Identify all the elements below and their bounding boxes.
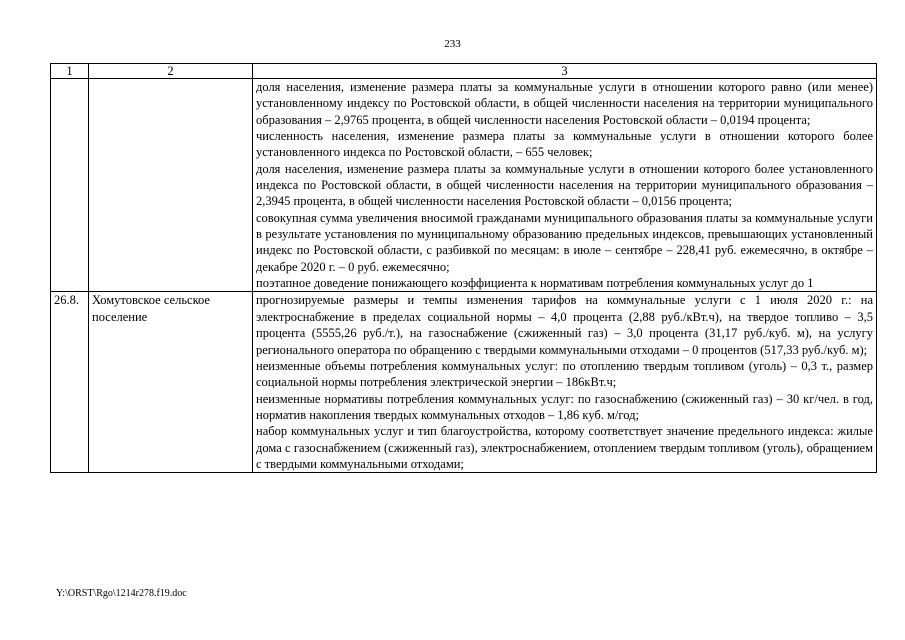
paragraph: совокупная сумма увеличения вносимой гражданами муниципального образования платы за коммунальные услуги в результате установления по муниципальному образованию предельных индексов, превышающих установленный индекс по Ростовской области, с разбивкой по месяцам: в июле – сентябре – 228,41 руб. ежемесячно, в октябре – декабре 2020 г. – 0 руб. ежемесячно; bbox=[256, 210, 873, 274]
footer-file-path: Y:\ORST\Rgo\1214r278.f19.doc bbox=[56, 588, 187, 599]
column-header-1: 1 bbox=[51, 64, 89, 79]
row-number-cell: 26.8. bbox=[51, 292, 89, 473]
paragraph: прогнозируемые размеры и темпы изменения тарифов на коммунальные услуги с 1 июля 2020 г.: на электроснабжение в пределах социальной нормы – 4,0 процента (2,88 руб./кВт.ч), на твердое топливо – 3,5 процента (5555,26 руб./т.), на газоснабжение (сжиженный газ) – 3,0 процента (31,17 руб./куб. м), на услугу регионального оператора по обращению с твердыми коммунальными отходами – 0 процентов (517,33 руб./куб. м); bbox=[256, 293, 873, 357]
paragraph: численность населения, изменение размера платы за коммунальные услуги в отношении которого более установленного индекса по Ростовской области, – 655 человек; bbox=[256, 129, 873, 160]
paragraph: доля населения, изменение размера платы за коммунальные услуги в отношении которого более установленного индекса по Ростовской области, в общей численности населения на территории муниципального образования – 2,3945 процента, в общей численности населения Ростовской области – 0,0156 процента; bbox=[256, 161, 873, 209]
paragraph: неизменные нормативы потребления коммунальных услуг: по газоснабжению (сжиженный газ) – 30 кг/чел. в год, норматив накопления твердых коммунальных отходов – 1,86 куб. м/год; bbox=[256, 391, 873, 422]
paragraph: поэтапное доведение понижающего коэффициента к нормативам потребления коммунальных услуг до 1 bbox=[256, 276, 814, 291]
column-header-3: 3 bbox=[253, 64, 877, 79]
paragraph: доля населения, изменение размера платы за коммунальные услуги в отношении которого равно (или менее) установленному индексу по Ростовской области, в общей численности населения на территории муниципального образования – 2,9765 процента, в общей численности населения Ростовской области – 0,0194 процента; bbox=[256, 80, 873, 127]
row-number-cell-empty bbox=[51, 79, 89, 292]
table-row-26-8 bbox=[51, 292, 877, 473]
document-table bbox=[50, 63, 877, 473]
row-content-cell bbox=[253, 292, 877, 473]
column-header-2: 2 bbox=[89, 64, 253, 79]
paragraph: неизменные объемы потребления коммунальных услуг: по отоплению твердым топливом (уголь) – 0,3 т., размер социальной нормы потребления электрической энергии – 186кВт.ч; bbox=[256, 358, 873, 390]
paragraph: набор коммунальных услуг и тип благоустройства, которому соответствует значение предельного индекса: жилые дома с газоснабжением (сжиженный газ), электроснабжением, отоплением твердым топливом (уголь), обращением с твердыми коммунальными отходами; bbox=[256, 424, 873, 471]
table-header-row bbox=[51, 64, 877, 79]
row-name-cell-empty bbox=[89, 79, 253, 292]
municipality-name-cell: Хомутовское сельское поселение bbox=[89, 292, 253, 473]
page-number: 233 bbox=[444, 38, 461, 50]
table-row-continued bbox=[51, 79, 877, 292]
row-content-cell bbox=[253, 79, 877, 292]
